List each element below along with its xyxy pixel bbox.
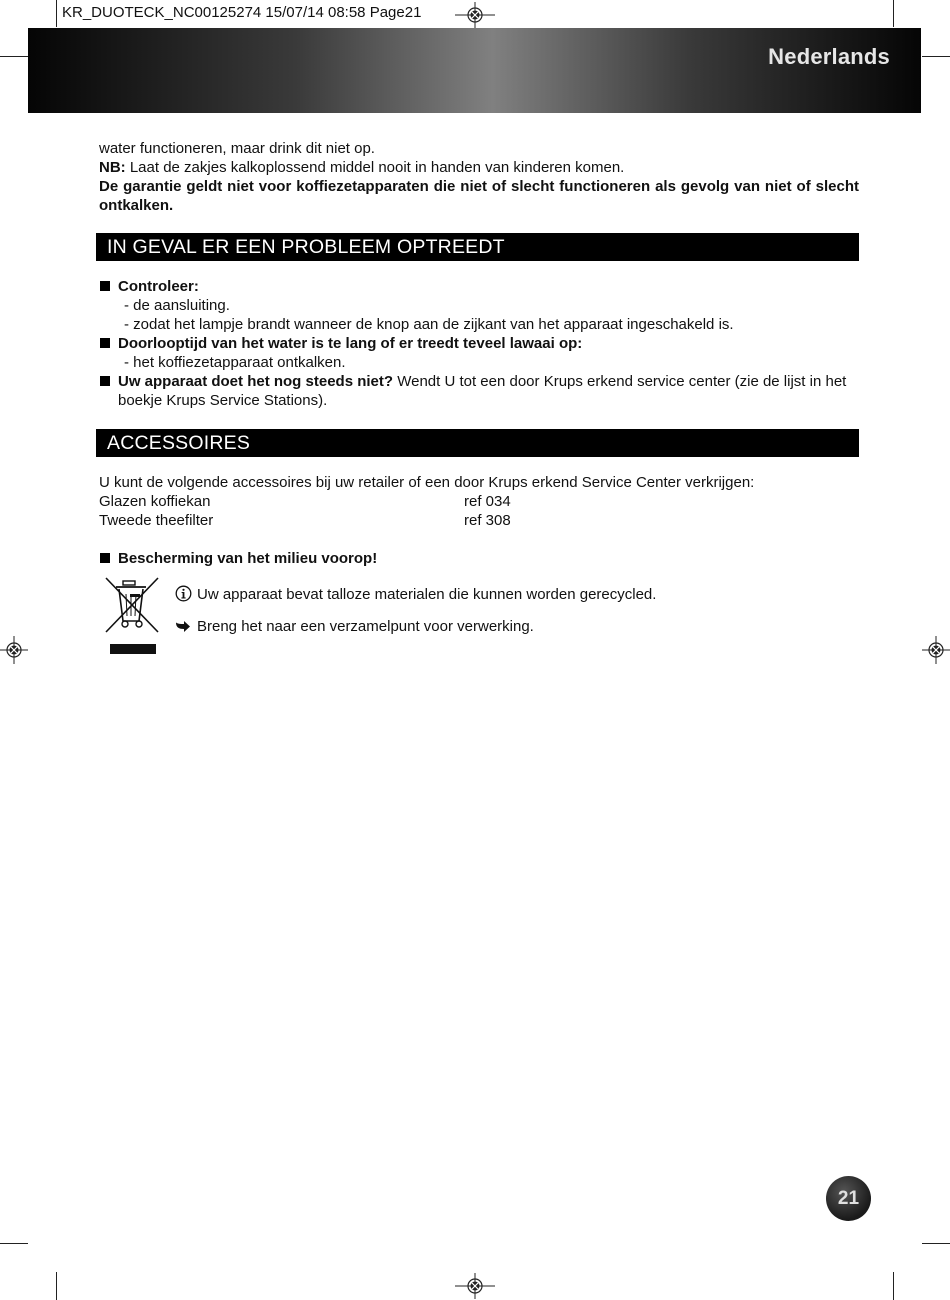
- section-heading-accessories: ACCESSOIRES: [96, 429, 859, 457]
- problem-item-text: Wendt U tot een door Krups erkend service center (zie de lijst in het boekje Krups Service Stations).: [118, 373, 847, 409]
- environment-title: Bescherming van het milieu voorop!: [118, 550, 378, 567]
- square-bullet-icon: [100, 281, 110, 291]
- environment-info-line: [175, 585, 656, 604]
- problem-item: [99, 372, 859, 410]
- square-bullet-icon: [100, 338, 110, 348]
- info-circle-icon: [175, 585, 192, 602]
- problem-item-body: [118, 372, 859, 410]
- crop-mark: [0, 56, 28, 57]
- crop-mark: [56, 0, 57, 27]
- header-banner: [28, 28, 921, 113]
- intro-block: [99, 139, 859, 215]
- crop-mark: [922, 56, 950, 57]
- crossed-bin-icon: [104, 576, 160, 656]
- registration-mark-icon: [922, 636, 950, 664]
- problem-subitem: - zodat het lampje brandt wanneer de knop aan de zijkant van het apparaat ingeschakeld is.: [124, 316, 734, 333]
- nb-label: NB:: [99, 159, 126, 176]
- environment-info-text: Uw apparaat bevat talloze materialen die kunnen worden gerecycled.: [197, 586, 657, 603]
- print-slug: KR_DUOTECK_NC00125274 15/07/14 08:58 Page21: [62, 4, 422, 21]
- accessories-intro: U kunt de volgende accessoires bij uw retailer of een door Krups erkend Service Center verkrijgen:: [99, 474, 755, 491]
- accessory-name: Tweede theefilter: [99, 512, 214, 529]
- registration-mark-icon: [0, 636, 28, 664]
- problem-subitem: - het koffiezetapparaat ontkalken.: [124, 354, 346, 371]
- problem-subitem: - de aansluiting.: [124, 297, 230, 314]
- nb-note: [99, 158, 859, 177]
- problem-item: [99, 277, 859, 296]
- environment-heading: [99, 549, 859, 568]
- crop-mark: [0, 1243, 28, 1244]
- problem-item-title: Doorlooptijd van het water is te lang of er treedt teveel lawaai op:: [118, 335, 583, 352]
- crop-mark: [893, 1272, 894, 1300]
- crop-mark: [922, 1243, 950, 1244]
- warranty-note: De garantie geldt niet voor koffiezetapparaten die niet of slecht functioneren als gevolg van niet of slecht ontkalken.: [99, 178, 859, 214]
- crop-mark: [893, 0, 894, 27]
- square-bullet-icon: [100, 553, 110, 563]
- registration-mark-icon: [455, 2, 495, 28]
- nb-text: Laat de zakjes kalkoplossend middel nooit in handen van kinderen komen.: [125, 159, 625, 176]
- problem-item-title: Controleer:: [118, 278, 199, 295]
- problem-item-title: Uw apparaat doet het nog steeds niet?: [118, 373, 394, 390]
- environment-action-text: Breng het naar een verzamelpunt voor verwerking.: [197, 618, 534, 635]
- page-number-badge: 21: [826, 1176, 871, 1221]
- intro-line: water functioneren, maar drink dit niet op.: [99, 140, 375, 157]
- accessory-name: Glazen koffiekan: [99, 493, 211, 510]
- square-bullet-icon: [100, 376, 110, 386]
- accessory-ref: ref 308: [464, 512, 511, 529]
- accessory-ref: ref 034: [464, 493, 511, 510]
- crop-mark: [56, 1272, 57, 1300]
- arrow-right-icon: [175, 619, 191, 633]
- problem-item: [99, 334, 859, 353]
- environment-action-line: [175, 617, 534, 636]
- section-heading-problem: IN GEVAL ER EEN PROBLEEM OPTREEDT: [96, 233, 859, 261]
- registration-mark-icon: [455, 1273, 495, 1299]
- language-title: Nederlands: [768, 44, 890, 69]
